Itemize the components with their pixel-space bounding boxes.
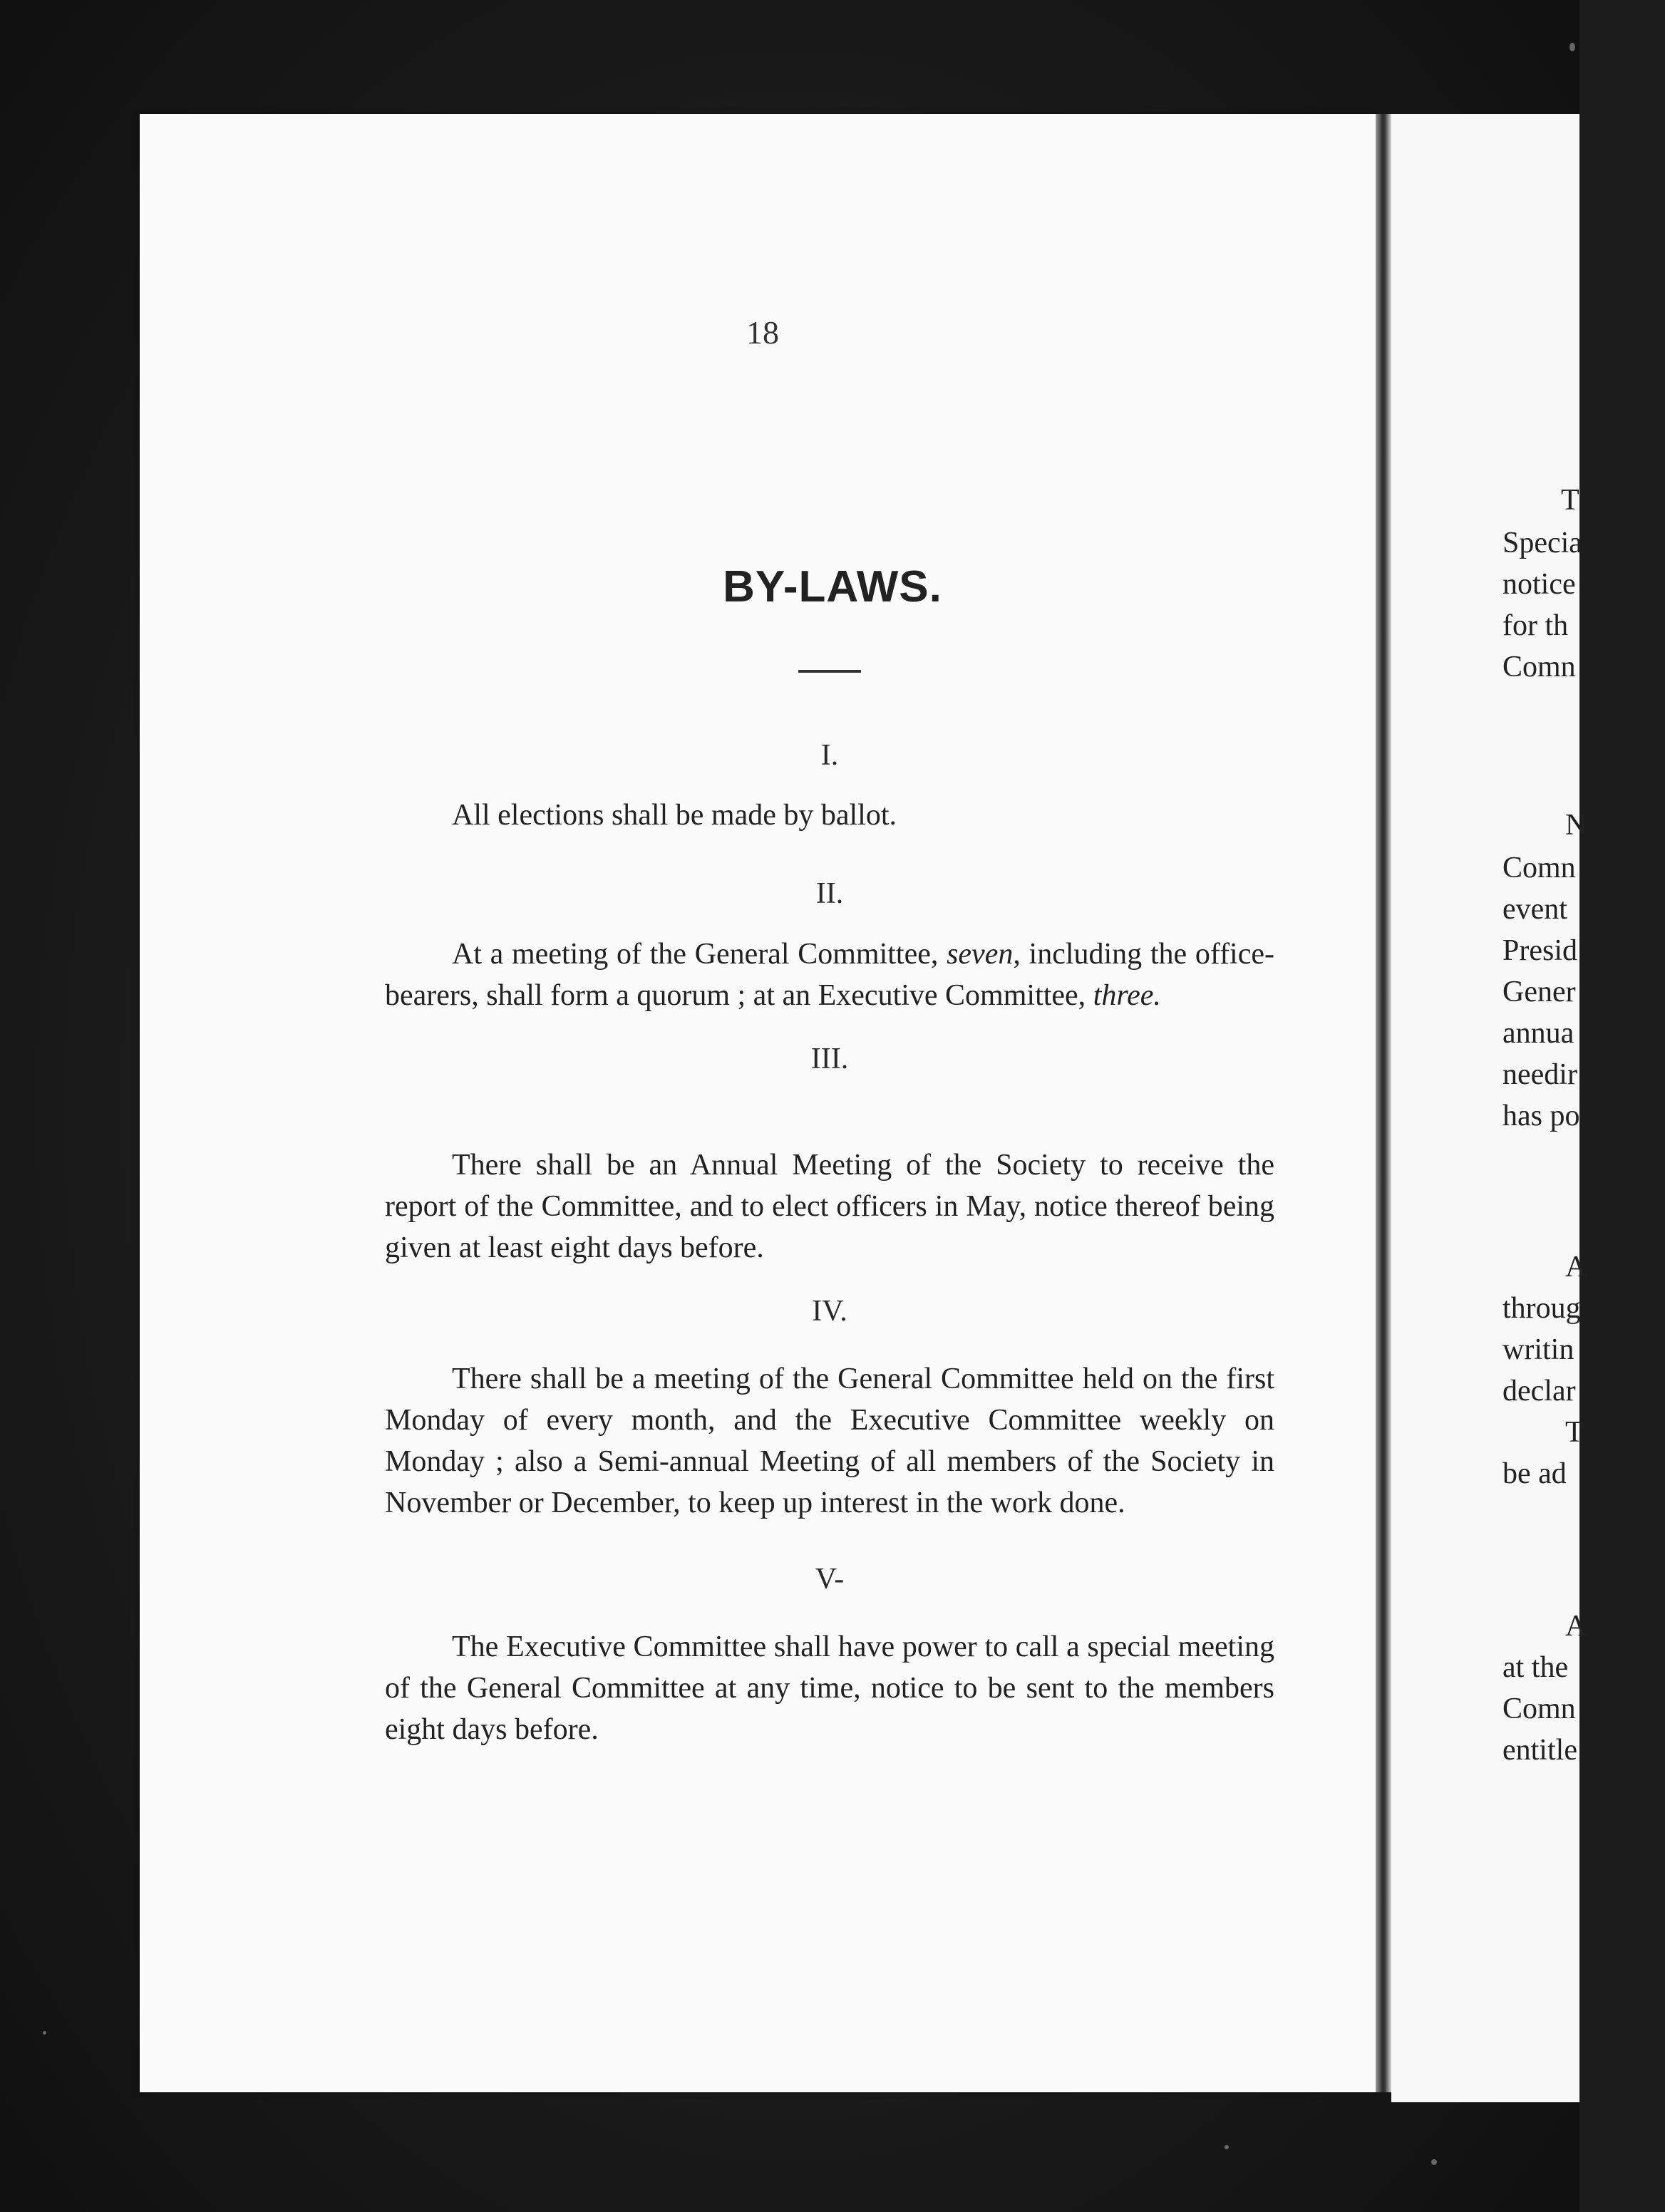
dust-speck (1225, 2145, 1229, 2149)
facing-page-line: Comn (1502, 852, 1576, 884)
section-number-3: III. (810, 1043, 849, 1075)
section-text-3-body: There shall be an Annual Meeting of the Society to receive the report of the Committee, and to elect officers in May, notice thereof being given at least eight days before. (385, 1149, 1274, 1264)
dust-speck (43, 2031, 46, 2035)
facing-page-line: notice (1502, 568, 1576, 601)
left-page (140, 114, 1376, 2092)
section-text-1-body: All elections shall be made by ballot. (452, 799, 897, 832)
section-number-1: I. (820, 739, 839, 772)
facing-page-line: be ad (1502, 1457, 1567, 1490)
section-text-1 (385, 795, 1274, 836)
dust-speck (1431, 2159, 1437, 2165)
facing-page-line: Comn (1502, 1692, 1576, 1725)
page-number: 18 (746, 314, 779, 351)
facing-page-line: has po (1502, 1100, 1580, 1132)
facing-page-line: needir (1502, 1058, 1577, 1091)
facing-page-line: at the (1502, 1651, 1569, 1684)
facing-page-line: Specia (1502, 527, 1582, 559)
section-text-2-part1: At a meeting of the General Committee, (452, 938, 947, 971)
section-number-4: IV. (812, 1295, 847, 1328)
section-text-2-emphasis-seven: seven (947, 938, 1014, 971)
facing-page-line: Comn (1502, 651, 1576, 683)
facing-page-line: annua (1502, 1017, 1574, 1050)
section-text-2-emphasis-three: three. (1093, 979, 1161, 1012)
section-text-2-part2: , including the office-bearers, shall form a quorum ; at an Executive Committee, (385, 938, 1274, 1012)
facing-page-line: A (1565, 1610, 1587, 1643)
facing-page-line: T (1561, 484, 1579, 517)
facing-page-line: Presid (1502, 934, 1577, 967)
dust-speck (1569, 43, 1575, 51)
facing-page-line: Gener (1502, 976, 1576, 1008)
section-text-5-body: The Executive Committee shall have power to call a special meeting of the General Committee at any time, notice to be sent to the members eight days before. (385, 1630, 1274, 1746)
title-rule (798, 670, 861, 673)
section-text-4-body: There shall be a meeting of the General Committee held on the first Monday of every month, and the Executive Committee weekly on Monday ; also a Semi-annual Meeting of all members of the Society in November or December, to keep up interest in the work done. (385, 1363, 1274, 1519)
section-text-4 (385, 1358, 1274, 1524)
facing-page-line: writin (1502, 1333, 1574, 1366)
facing-page-line: throug (1502, 1292, 1581, 1325)
page-title: BY-LAWS. (723, 562, 942, 611)
facing-page-line: declar (1502, 1375, 1576, 1407)
section-text-2 (385, 934, 1274, 1016)
facing-page-line: A (1565, 1251, 1587, 1283)
facing-page-line: for th (1502, 609, 1569, 642)
facing-page-line: N (1565, 809, 1587, 842)
section-number-2: II. (815, 877, 844, 910)
section-text-3 (385, 1144, 1274, 1268)
facing-page-line: event (1502, 893, 1567, 926)
section-number-5: V- (815, 1563, 845, 1596)
section-text-5 (385, 1626, 1274, 1750)
book-gutter (1376, 114, 1391, 2092)
facing-page-line: T (1565, 1416, 1584, 1449)
facing-page-line: entitle (1502, 1734, 1577, 1767)
